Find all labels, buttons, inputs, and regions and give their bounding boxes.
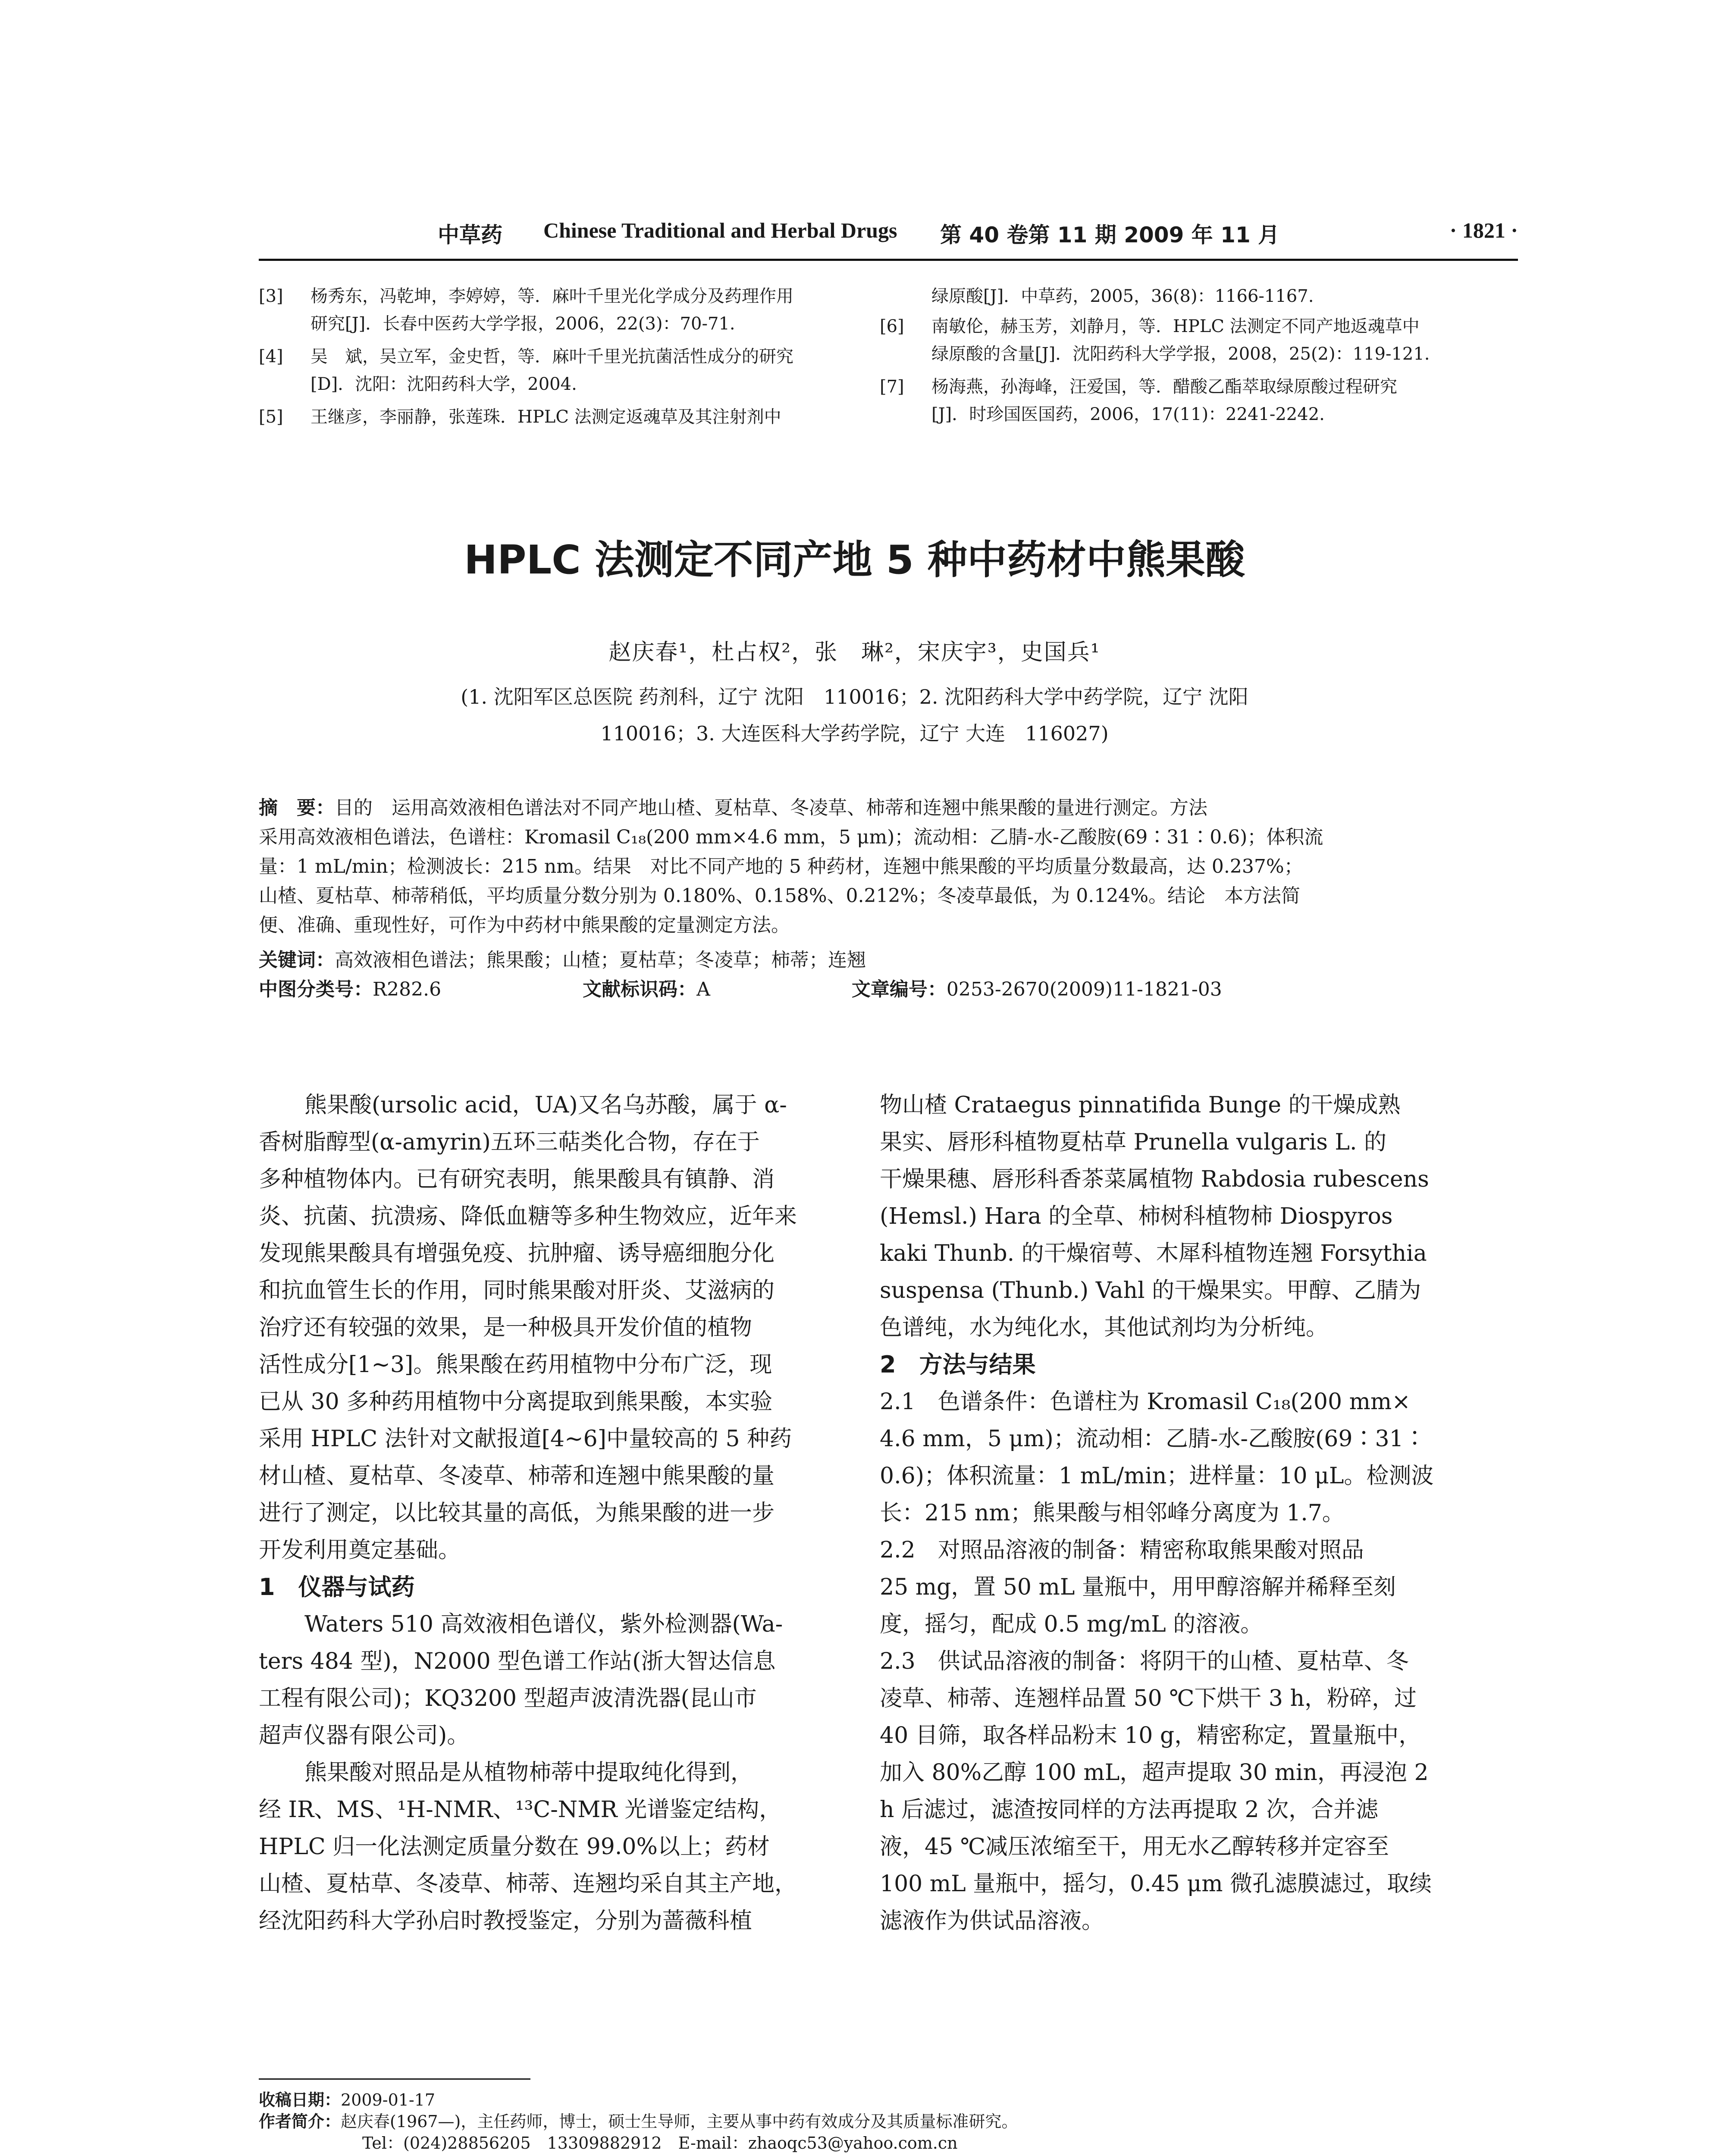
body-line: 活性成分[1~3]。熊果酸在药用植物中分布广泛，现 [259, 1352, 772, 1378]
body-line: 色谱纯，水为纯化水，其他试剂均为分析纯。 [880, 1315, 1329, 1341]
body-line: 材山楂、夏枯草、冬凌草、柿蒂和连翘中熊果酸的量 [259, 1463, 775, 1489]
body-line: 度，摇匀，配成 0.5 mg/mL 的溶液。 [880, 1611, 1263, 1637]
body-line: 果实、唇形科植物夏枯草 Prunella vulgaris L. 的 [880, 1129, 1387, 1155]
body-line: 山楂、夏枯草、冬凌草、柿蒂、连翘均采自其主产地， [259, 1871, 797, 1897]
classification-line: 中图分类号：R282.6 文献标识码：A 文章编号：0253-2670(2009)11-1821-03 [259, 978, 1222, 1000]
keywords: 关键词：高效液相色谱法；熊果酸；山楂；夏枯草；冬凌草；柿蒂；连翘 [259, 949, 866, 971]
body-line: Waters 510 高效液相色谱仪，紫外检测器(Wa- [304, 1611, 783, 1637]
section-heading: 2 方法与结果 [880, 1351, 1036, 1378]
body-line: 凌草、柿蒂、连翘样品置 50 ℃下烘干 3 h，粉碎，过 [880, 1686, 1417, 1711]
body-line: 采用 HPLC 法针对文献报道[4~6]中量较高的 5 种药 [259, 1426, 792, 1452]
journal-name-cn: 中草药 [438, 222, 502, 248]
body-column-right [880, 1087, 1492, 1940]
body-column-left [259, 1087, 837, 1940]
body-line: 0.6)；体积流量：1 mL/min；进样量：10 μL。检测波 [880, 1463, 1434, 1489]
body-line: 多种植物体内。已有研究表明，熊果酸具有镇静、消 [259, 1166, 775, 1192]
body-line: 进行了测定，以比较其量的高低，为熊果酸的进一步 [259, 1500, 775, 1526]
body-line: 工程有限公司)；KQ3200 型超声波清洗器(昆山市 [259, 1686, 757, 1711]
footnote-author: 作者简介：赵庆春(1967—)，主任药师，博士，硕士生导师，主要从事中药有效成分及其质量标准研究。 [259, 2112, 1018, 2131]
header-rule [259, 259, 1518, 261]
body-line: 物山楂 Crataegus pinnatifida Bunge 的干燥成熟 [880, 1092, 1401, 1118]
body-line: 经沈阳药科大学孙启时教授鉴定，分别为蔷薇科植 [259, 1908, 753, 1934]
body-line: 2.2 对照品溶液的制备：精密称取熊果酸对照品 [880, 1537, 1364, 1563]
affiliation-line: 110016；3. 大连医科大学药学院，辽宁 大连 116027) [600, 722, 1109, 745]
body-line: 4.6 mm，5 μm)；流动相：乙腈-水-乙酸胺(69∶31∶ [880, 1426, 1426, 1452]
body-line: (Hemsl.) Hara 的全草、柿树科植物柿 Diospyros [880, 1203, 1393, 1229]
affiliation-line: (1. 沈阳军区总医院 药剂科，辽宁 沈阳 110016；2. 沈阳药科大学中药学院，辽宁 沈阳 [461, 685, 1248, 708]
abstract: 摘 要：目的 运用高效液相色谱法对不同产地山楂、夏枯草、冬凌草、柿蒂和连翘中熊果酸的量进行测定。方法 采用高效液相色谱法，色谱柱：Kromasil C₁₈(200 mm×4.6 mm，5 μm)；流动相：乙腈-水-乙酸胺(69∶31∶0.6)；体积流 量：1 mL/min；检测波长：215 nm。结果 对比不同产地的 5 种药材，连翘中熊果酸的平均质量分数最高，达 0.237%； 山楂、夏枯草、柿蒂稍低，平均质量分数分别为 0.180%、0.158%、0.212%；冬凌草最低，为 0.124%。结论 本方法简 便、准确、重现性好，可作为中药材中熊果酸的定量测定方法。 [259, 797, 1323, 936]
body-line: 100 mL 量瓶中，摇匀，0.45 μm 微孔滤膜滤过，取续 [880, 1871, 1432, 1897]
footnote-rule [259, 2078, 530, 2080]
body-line: suspensa (Thunb.) Vahl 的干燥果实。甲醇、乙腈为 [880, 1278, 1421, 1304]
body-line: 已从 30 多种药用植物中分离提取到熊果酸，本实验 [259, 1389, 773, 1415]
body-line: kaki Thunb. 的干燥宿萼、木犀科植物连翘 Forsythia [880, 1241, 1427, 1266]
issue-info: 第 40 卷第 11 期 2009 年 11 月 [940, 222, 1280, 248]
body-line: 治疗还有较强的效果，是一种极具开发价值的植物 [259, 1315, 753, 1341]
body-line: 和抗血管生长的作用，同时熊果酸对肝炎、艾滋病的 [259, 1278, 775, 1304]
body-line: 经 IR、MS、¹H-NMR、¹³C-NMR 光谱鉴定结构， [259, 1797, 782, 1823]
body-line: ters 484 型)，N2000 型色谱工作站(浙大智达信息 [259, 1648, 776, 1674]
author-list: 赵庆春¹，杜占权²，张 琳²，宋庆宇³，史国兵¹ [608, 639, 1101, 665]
page-number: · 1821 · [1449, 218, 1518, 242]
journal-name-en: Chinese Traditional and Herbal Drugs [543, 218, 897, 242]
body-line: 超声仪器有限公司)。 [259, 1723, 470, 1749]
body-line: 液，45 ℃减压浓缩至干，用无水乙醇转移并定容至 [880, 1834, 1389, 1860]
body-line: 熊果酸(ursolic acid，UA)又名乌苏酸，属于 α- [304, 1092, 787, 1118]
body-line: h 后滤过，滤渣按同样的方法再提取 2 次，合并滤 [880, 1797, 1379, 1823]
body-line: 干燥果穗、唇形科香茶菜属植物 Rabdosia rubescens [880, 1166, 1429, 1192]
body-line: 滤液作为供试品溶液。 [880, 1908, 1104, 1934]
section-heading: 1 仪器与试药 [259, 1573, 415, 1601]
body-line: 香树脂醇型(α-amyrin)五环三萜类化合物，存在于 [259, 1129, 760, 1155]
body-line: 长：215 nm；熊果酸与相邻峰分离度为 1.7。 [880, 1500, 1345, 1526]
body-line: 开发利用奠定基础。 [259, 1537, 461, 1563]
body-line: 发现熊果酸具有增强免疫、抗肿瘤、诱导癌细胞分化 [259, 1241, 775, 1266]
footnote-received: 收稿日期：2009-01-17 [259, 2090, 436, 2109]
body-line: 加入 80%乙醇 100 mL，超声提取 30 min，再浸泡 2 [880, 1760, 1429, 1786]
body-line: HPLC 归一化法测定质量分数在 99.0%以上；药材 [259, 1834, 770, 1860]
body-line: 2.3 供试品溶液的制备：将阴干的山楂、夏枯草、冬 [880, 1648, 1409, 1674]
article-title: HPLC 法测定不同产地 5 种中药材中熊果酸 [464, 537, 1245, 583]
body-line: 2.1 色谱条件：色谱柱为 Kromasil C₁₈(200 mm× [880, 1389, 1411, 1415]
body-line: 熊果酸对照品是从植物柿蒂中提取纯化得到， [304, 1760, 753, 1786]
footnote-contact: Tel：(024)28856205 13309882912 E-mail：zhaoqc53@yahoo.com.cn [362, 2134, 958, 2153]
running-header [259, 218, 1518, 248]
body-line: 炎、抗菌、抗溃疡、降低血糖等多种生物效应，近年来 [259, 1203, 797, 1229]
abstract-label: 摘 要： [259, 797, 335, 819]
body-line: 40 目筛，取各样品粉末 10 g，精密称定，置量瓶中， [880, 1723, 1421, 1749]
body-line: 25 mg，置 50 mL 量瓶中，用甲醇溶解并稀释至刻 [880, 1574, 1396, 1600]
